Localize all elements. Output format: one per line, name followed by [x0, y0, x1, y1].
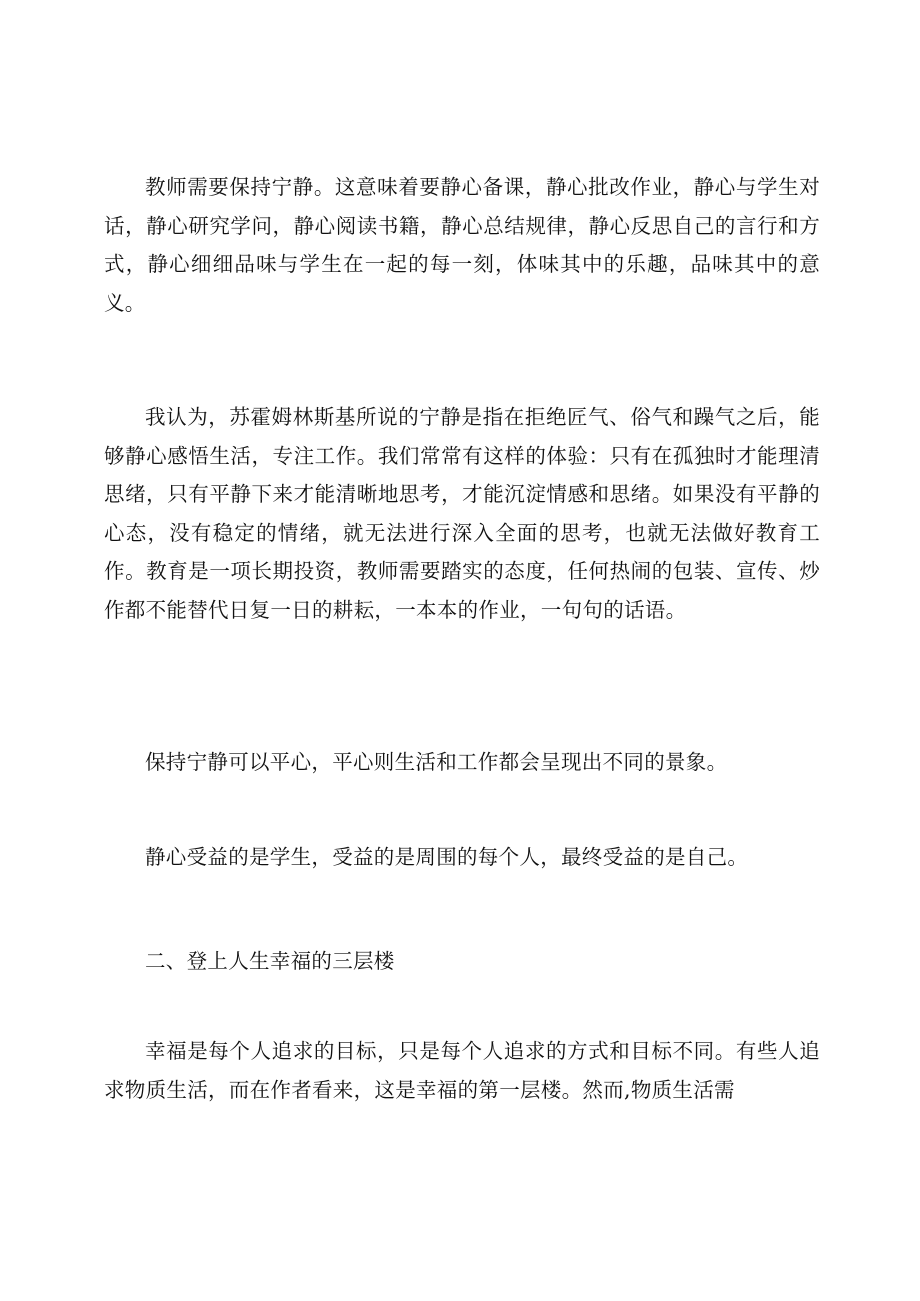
paragraph-beneficiaries: 静心受益的是学生，受益的是周围的每个人，最终受益的是自己。: [145, 845, 749, 869]
paragraph-calm-mind: 保持宁静可以平心，平心则生活和工作都会呈现出不同的景象。: [145, 750, 728, 774]
paragraph-happiness: 幸福是每个人追求的目标，只是每个人追求的方式和目标不同。有些人追求物质生活，而在作者看来，这是幸福的第一层楼。然而,物质生活需: [104, 1039, 820, 1102]
section-heading: 二、登上人生幸福的三层楼: [145, 949, 395, 973]
paragraph-sukhomlinsky-view: 我认为，苏霍姆林斯基所说的宁静是指在拒绝匠气、俗气和躁气之后，能够静心感悟生活，专注工作。我们常常有这样的体验：只有在孤独时才能理清思绪，只有平静下来才能清晰地思考，才能沉淀情感和思绪。如果没有平静的心态，没有稳定的情绪，就无法进行深入全面的思考，也就无法做好教育工作。教育是一项长期投资，教师需要踏实的态度，任何热闹的包装、宣传、炒作都不能替代日复一日的耕耘，一本本的作业，一句句的话语。: [104, 405, 820, 622]
paragraph-teacher-tranquility: 教师需要保持宁静。这意味着要静心备课，静心批改作业，静心与学生对话，静心研究学问，静心阅读书籍，静心总结规律，静心反思自己的言行和方式，静心细细品味与学生在一起的每一刻，体味其中的乐趣，品味其中的意义。: [104, 175, 820, 315]
